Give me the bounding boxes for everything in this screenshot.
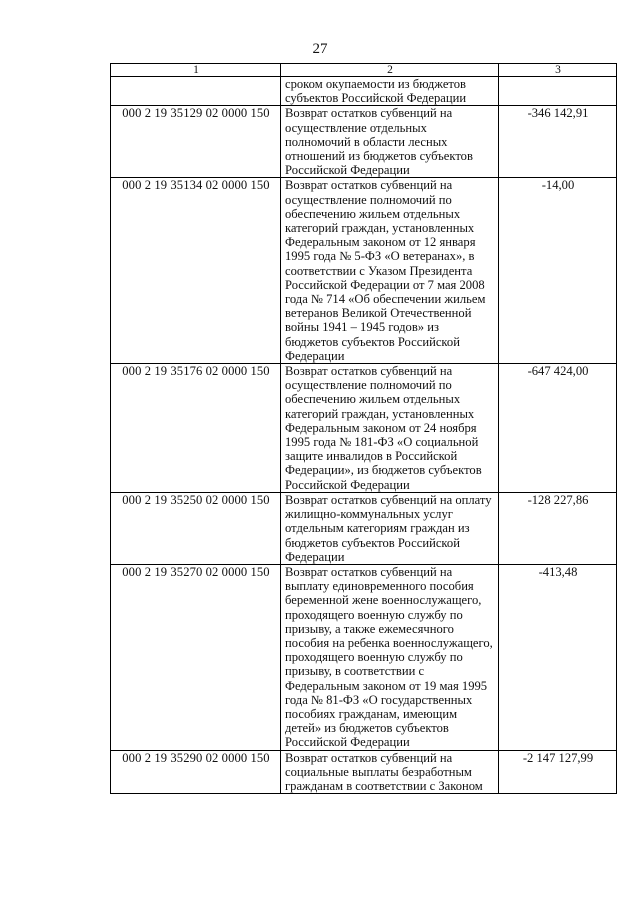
classification-code: 000 2 19 35290 02 0000 150 (111, 750, 281, 794)
row-amount: -2 147 127,99 (499, 750, 617, 794)
table-row (111, 564, 617, 750)
table-body (111, 77, 617, 794)
classification-code: 000 2 19 35250 02 0000 150 (111, 492, 281, 564)
header-row (111, 64, 617, 77)
table-row (111, 106, 617, 178)
table-row (111, 750, 617, 794)
row-amount: -14,00 (499, 178, 617, 364)
table-row (111, 364, 617, 493)
row-amount (499, 77, 617, 106)
table-header (111, 64, 617, 77)
page-number: 27 (312, 41, 328, 57)
row-description: Возврат остатков субвенций на осуществление полномочий по обеспечению жильем отдельных категорий граждан, установленных Федеральным законом от 24 ноября 1995 года № 181-ФЗ «О социальной защите инвалидов в Российской Федерации», из бюджетов субъектов Российской Федерации (281, 364, 499, 493)
row-amount: -346 142,91 (499, 106, 617, 178)
row-description: Возврат остатков субвенций на социальные выплаты безработным гражданам в соответствии с Законом (281, 750, 499, 794)
table-row (111, 178, 617, 364)
column-header-1: 1 (111, 64, 281, 77)
budget-table (110, 63, 617, 794)
table-row (111, 492, 617, 564)
row-description: Возврат остатков субвенций на осуществление отдельных полномочий в области лесных отношений из бюджетов субъектов Российской Федерации (281, 106, 499, 178)
row-amount: -413,48 (499, 564, 617, 750)
column-header-3: 3 (499, 64, 617, 77)
row-description: сроком окупаемости из бюджетов субъектов Российской Федерации (281, 77, 499, 106)
row-amount: -647 424,00 (499, 364, 617, 493)
classification-code: 000 2 19 35129 02 0000 150 (111, 106, 281, 178)
classification-code: 000 2 19 35176 02 0000 150 (111, 364, 281, 493)
column-header-2: 2 (281, 64, 499, 77)
classification-code (111, 77, 281, 106)
row-amount: -128 227,86 (499, 492, 617, 564)
classification-code: 000 2 19 35270 02 0000 150 (111, 564, 281, 750)
classification-code: 000 2 19 35134 02 0000 150 (111, 178, 281, 364)
row-description: Возврат остатков субвенций на оплату жилищно-коммунальных услуг отдельным категориям граждан из бюджетов субъектов Российской Федерации (281, 492, 499, 564)
row-description: Возврат остатков субвенций на выплату единовременного пособия беременной жене военнослужащего, проходящего военную службу по призыву, а также ежемесячного пособия на ребенка военнослужащего, проходящего военную службу по призыву, в соответствии с Федеральным законом от 19 мая 1995 года № 81-ФЗ «О государственных пособиях гражданам, имеющим детей» из бюджетов субъектов Российской Федерации (281, 564, 499, 750)
row-description: Возврат остатков субвенций на осуществление полномочий по обеспечению жильем отдельных категорий граждан, установленных Федеральным законом от 12 января 1995 года № 5-ФЗ «О ветеранах», в соответствии с Указом Президента Российской Федерации от 7 мая 2008 года № 714 «Об обеспечении жильем ветеранов Великой Отечественной войны 1941 – 1945 годов» из бюджетов субъектов Российской Федерации (281, 178, 499, 364)
table-row (111, 77, 617, 106)
